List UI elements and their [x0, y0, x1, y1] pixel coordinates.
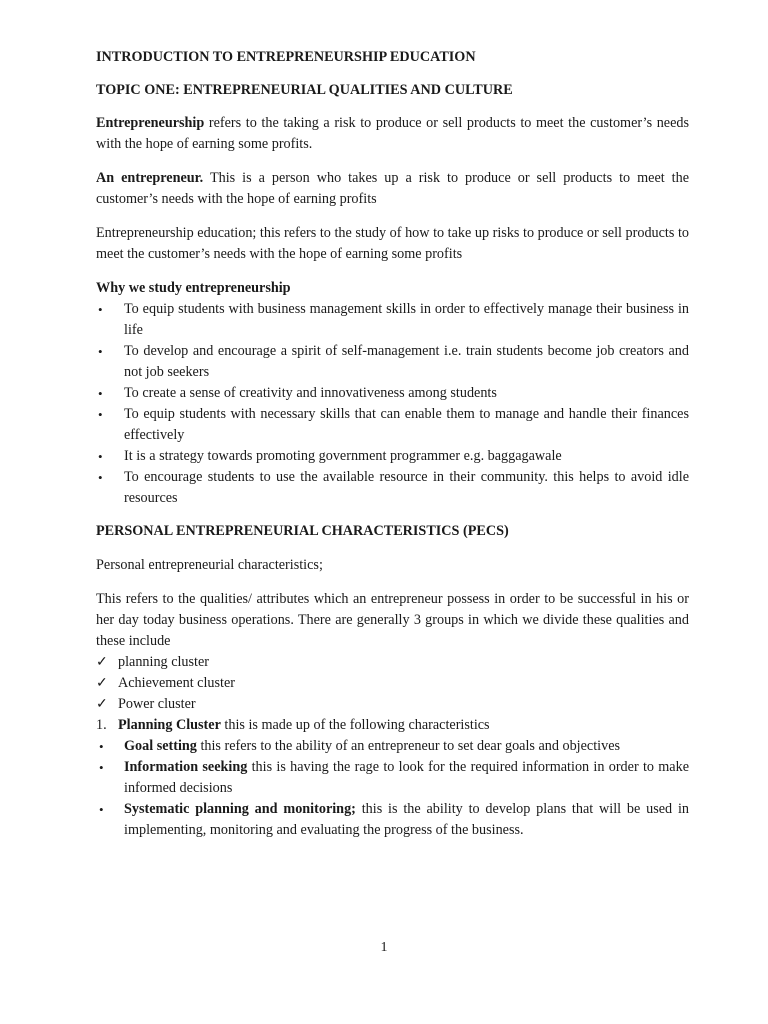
bullet-icon: •	[98, 449, 103, 464]
list-item-text: To equip students with business management skills in order to effectively manage their business in life	[124, 301, 689, 338]
list-item	[96, 446, 689, 467]
term-information-seeking: Information seeking	[124, 759, 248, 775]
check-icon: ✓	[96, 655, 108, 670]
bullet-icon: •	[99, 739, 104, 754]
check-icon: ✓	[96, 697, 108, 712]
term-entrepreneurship: Entrepreneurship	[96, 115, 205, 131]
topic-heading: TOPIC ONE: ENTREPRENEURIAL QUALITIES AND CULTURE	[96, 82, 513, 98]
list-item	[96, 673, 689, 694]
planning-cluster-heading	[96, 715, 689, 736]
why-list	[96, 299, 689, 509]
list-item	[96, 757, 689, 799]
term-systematic-planning: Systematic planning and monitoring;	[124, 801, 356, 817]
list-item-text: this is the ability to develop plans that will be used in implementing, monitoring and evaluating the progress of the business.	[124, 801, 690, 838]
document-body	[96, 47, 689, 841]
pecs-text: This refers to the qualities/ attributes which an entrepreneur possess in order to be successful in his or her day today business operations. There are generally 3 groups in which we divide these qualities and these include	[96, 591, 689, 649]
list-number: 1.	[96, 717, 107, 733]
page-number: 1	[380, 940, 388, 955]
list-item-text: this is having the rage to look for the required information in order to make informed decisions	[124, 759, 689, 796]
definition-entrepreneur	[96, 168, 689, 210]
list-item-text: To develop and encourage a spirit of self-management i.e. train students become job creators and not job seekers	[124, 343, 689, 380]
list-item-text: Achievement cluster	[118, 675, 235, 691]
list-item	[96, 467, 689, 509]
list-item-text: To encourage students to use the available resource in their community. this helps to avoid idle resources	[124, 469, 689, 506]
list-item-text: It is a strategy towards promoting government programmer e.g. baggagawale	[124, 448, 562, 464]
list-item	[96, 404, 689, 446]
definition-education: Entrepreneurship education; this refers to the study of how to take up risks to produce or sell products to meet the customer’s needs with the hope of earning some profits	[96, 225, 689, 262]
term-goal-setting: Goal setting	[124, 738, 197, 754]
term-entrepreneur: An entrepreneur.	[96, 170, 204, 186]
definition-text: refers to the taking a risk to produce or sell products to meet the customer’s needs with the hope of earning some profits.	[96, 115, 689, 152]
list-item	[96, 799, 689, 841]
list-item	[96, 299, 689, 341]
list-item-text: planning cluster	[118, 654, 210, 670]
pecs-heading: PERSONAL ENTREPRENEURIAL CHARACTERISTICS (PECS)	[96, 523, 509, 539]
list-item-text: To create a sense of creativity and innovativeness among students	[124, 385, 497, 401]
bullet-icon: •	[98, 407, 103, 422]
pecs-intro: Personal entrepreneurial characteristics;	[96, 557, 323, 573]
list-item	[96, 341, 689, 383]
list-item	[96, 694, 689, 715]
bullet-icon: •	[98, 470, 103, 485]
bullet-icon: •	[98, 386, 103, 401]
list-item-text: Power cluster	[118, 696, 196, 712]
cluster-list	[96, 652, 689, 715]
planning-list	[96, 736, 689, 841]
list-item-text: this refers to the ability of an entrepreneur to set dear goals and objectives	[196, 738, 621, 754]
bullet-icon: •	[99, 802, 104, 817]
why-heading: Why we study entrepreneurship	[96, 280, 291, 296]
list-item-text: To equip students with necessary skills that can enable them to manage and handle their finances effectively	[124, 406, 689, 443]
bullet-icon: •	[99, 760, 104, 775]
planning-cluster-text: this is made up of the following characteristics	[220, 717, 490, 733]
document-title: INTRODUCTION TO ENTREPRENEURSHIP EDUCATION	[96, 49, 476, 65]
list-item	[96, 383, 689, 404]
list-item	[96, 652, 689, 673]
bullet-icon: •	[98, 344, 103, 359]
check-icon: ✓	[96, 676, 108, 691]
bullet-icon: •	[98, 302, 103, 317]
definition-entrepreneurship	[96, 113, 689, 155]
term-planning-cluster: Planning Cluster	[118, 717, 221, 733]
definition-text: This is a person who takes up a risk to produce or sell products to meet the customer’s needs with the hope of earning profits	[96, 170, 690, 207]
list-item	[96, 736, 689, 757]
